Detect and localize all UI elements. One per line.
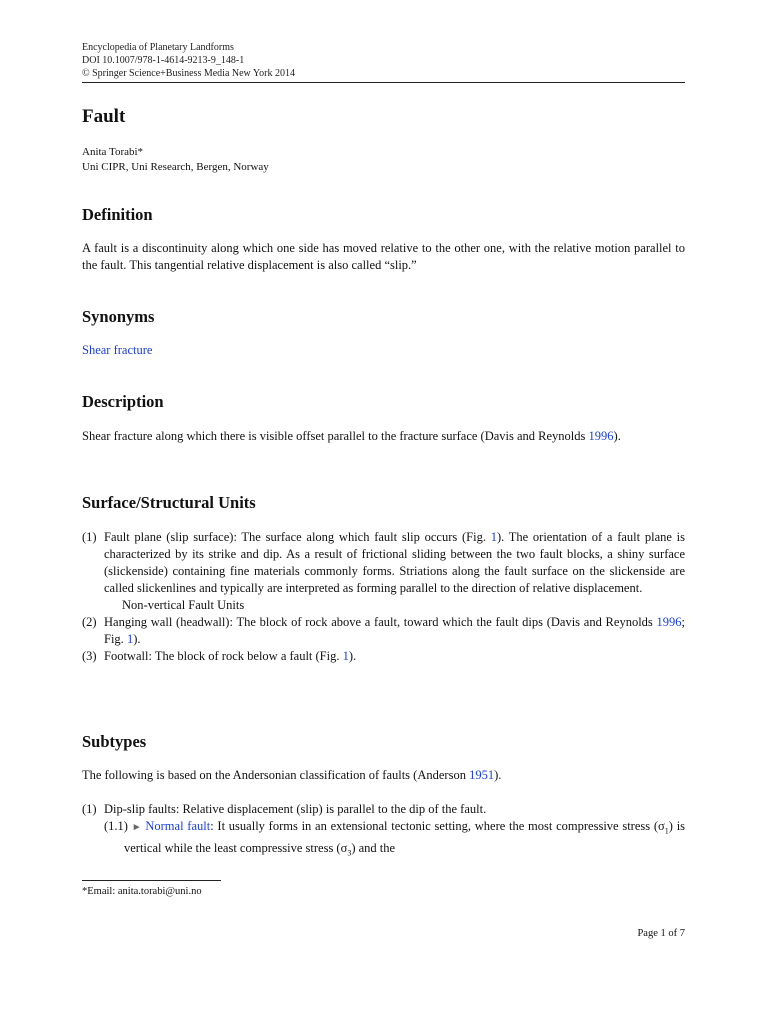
ref-anderson-1951-link[interactable]: 1951 [469, 768, 495, 782]
page-number: Page 1 of 7 [637, 928, 685, 939]
sub-text-a: : It usually forms in an extensional tectonic setting, where the most compressive stress (σ [210, 819, 665, 833]
author-name: Anita Torabi* [82, 146, 144, 158]
intro-text-b: ). [494, 768, 502, 782]
author-block [82, 145, 269, 175]
description-text [82, 428, 685, 445]
subtypes-list [82, 801, 685, 861]
units-heading: Surface/Structural Units [82, 493, 256, 512]
subheading-line: Non-vertical Fault Units [122, 598, 245, 612]
definition-text: A fault is a discontinuity along which one side has moved relative to the other one, with the relative motion parallel to the fault. This tangential relative displacement is also called “slip.” [82, 241, 685, 272]
fig-1-link[interactable]: 1 [490, 530, 497, 544]
item-text-a: Fault plane (slip surface): The surface along which fault slip occurs (Fig. [104, 530, 491, 544]
item-number: (1) [82, 802, 97, 816]
footnote-rule [82, 880, 221, 881]
item-number: (2) [82, 615, 97, 629]
synonyms-list [82, 342, 685, 359]
subtypes-heading: Subtypes [82, 732, 147, 751]
header-rule [82, 82, 685, 83]
item-text: Dip-slip faults: Relative displacement (slip) is parallel to the dip of the fault. [104, 802, 487, 816]
item-text-c: ). [133, 632, 141, 646]
article-title: Fault [82, 106, 126, 127]
ref-davis-1996-link[interactable]: 1996 [656, 615, 682, 629]
description-text-a: Shear fracture along which there is visible offset parallel to the fracture surface (Davis and Reynolds [82, 429, 589, 443]
item-number: (3) [82, 649, 97, 663]
intro-text-a: The following is based on the Andersonian classification of faults (Anderson [82, 768, 470, 782]
list-item [82, 614, 685, 648]
sub-text-b: ) is vertical while the least compressive stress (σ [124, 819, 686, 855]
author-affiliation: Uni CIPR, Uni Research, Bergen, Norway [82, 161, 269, 173]
sigma-1-subscript: 1 [664, 826, 669, 836]
description-heading: Description [82, 392, 164, 411]
journal-title: Encyclopedia of Planetary Landforms [82, 42, 234, 53]
sub-item-number: (1.1) [104, 819, 128, 833]
triangle-right-icon: ► [131, 822, 142, 833]
fig-1-link[interactable]: 1 [126, 632, 134, 646]
copyright: © Springer Science+Business Media New York 2014 [82, 68, 295, 79]
item-text-b: ; Fig. [104, 615, 685, 646]
list-item [82, 648, 685, 665]
sigma-3-subscript: 3 [347, 848, 352, 857]
synonyms-heading: Synonyms [82, 307, 155, 326]
list-item [82, 529, 685, 597]
footnote: *Email: anita.torabi@uni.no [82, 886, 202, 897]
sub-text-c: ) and the [351, 840, 396, 855]
item-number: (1) [82, 530, 97, 544]
fig-1-link[interactable]: 1 [342, 649, 349, 663]
sub-list-item [82, 818, 685, 861]
list-item [82, 801, 685, 818]
item-text-a: Footwall: The block of rock below a fault (Fig. [104, 649, 343, 663]
normal-fault-link[interactable]: Normal fault [145, 819, 211, 833]
definition-heading: Definition [82, 205, 153, 224]
description-text-b: ). [613, 429, 621, 443]
ref-davis-1996-link[interactable]: 1996 [588, 429, 614, 443]
item-text-b: ). [348, 649, 357, 663]
doi: DOI 10.1007/978-1-4614-9213-9_148-1 [82, 55, 245, 66]
item-text-b: ). The orientation of a fault plane is characterized by its strike and dip. As a result of frictional sliding between the two fault blocks, a shiny surface (slickenside) containing fine materials commonly forms. Striations along the fault surface on the slickenside are called slickenlines and typically are interpreted as forming parallel to the direction of relative displacement. [104, 530, 685, 595]
units-list [82, 529, 685, 665]
subtypes-intro [82, 767, 685, 784]
item-text-a: Hanging wall (headwall): The block of rock above a fault, toward which the fault dips (Davis and Reynolds [104, 615, 657, 629]
running-header [82, 41, 295, 80]
page [82, 0, 685, 1024]
shear-fracture-link[interactable]: Shear fracture [82, 343, 153, 357]
